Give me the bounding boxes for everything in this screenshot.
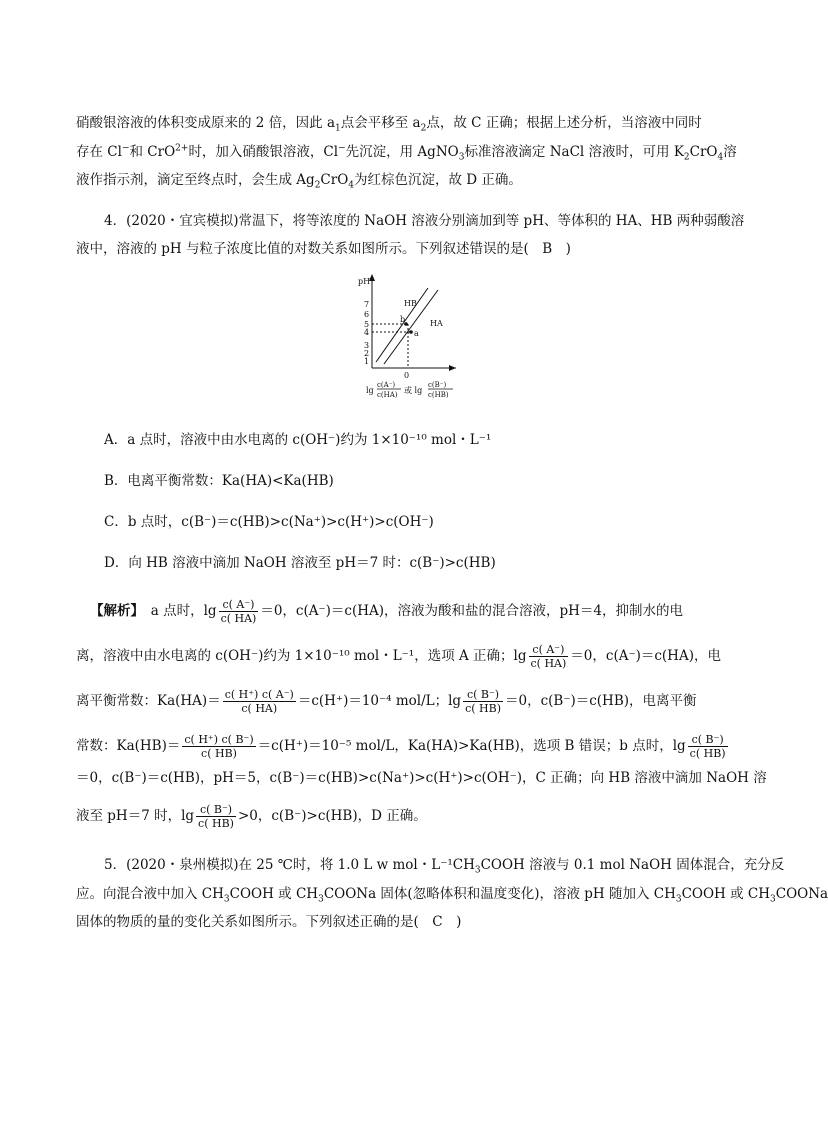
- ph-log-ratio-figure: [356, 272, 456, 408]
- point-b-label: b: [400, 315, 406, 324]
- option-b: B．电离平衡常数：Ka(HA)<Ka(HB): [104, 473, 334, 489]
- question-5-stem-cont: 固体的物质的量的变化关系如图所示。下列叙述正确的是( C ): [76, 914, 462, 930]
- hb-label: HB: [404, 299, 417, 308]
- tick-3: 3: [364, 341, 370, 350]
- x-den-2: c(HB): [428, 391, 449, 399]
- analysis-line: ＝0，c(B⁻)＝c(HB)，pH＝5，c(B⁻)＝c(HB)>c(Na⁺)>c(H⁺)>c(OH⁻)，C 正确；向 HB 溶液中滴加 NaOH 溶: [76, 770, 767, 786]
- analysis-line: 液至 pH＝7 时，lg $\frac{c( B^-)}{c( HB)}$ >0，c(B⁻)>c(HB)，D 正确。: [76, 803, 427, 830]
- x-arrow: [449, 365, 456, 371]
- analysis-line: 离，溶液中由水电离的 c(OH⁻)约为 1×10⁻¹⁰ mol・L⁻¹，选项 A 正确；lg $\frac{c( A^-)}{c( HA)}$ ＝0，c(A⁻)＝c(HA)，电: [76, 643, 721, 670]
- x-den-1: c(HA): [377, 391, 398, 399]
- question-5-stem-cont: 应。向混合液中加入 $CH_3COOH$ 或 $CH_3COONa$ 固体(忽略体积和温度变化)，溶液 pH 随加入 $CH_3COOH$ 或 $CH_3COONa$: [76, 886, 828, 905]
- analysis-line: 常数：Ka(HB)＝ $\frac{c( H^+) c( B^-)}{c( HB)}$ ＝c(H⁺)＝10⁻⁵ mol/L，Ka(HA)>Ka(HB)，选项 B 错误；b 点时，lg $\frac{c( B^-)}{c( HB)}$: [76, 733, 726, 760]
- tick-1: 1: [364, 357, 370, 366]
- x-num-1: c(A⁻): [377, 381, 396, 389]
- hb-line: [376, 288, 428, 362]
- question-4-stem-cont: 液中，溶液的 pH 与粒子浓度比值的对数关系如图所示。下列叙述错误的是( B ): [76, 241, 571, 257]
- tick-4: 4: [364, 328, 370, 337]
- x-num-2: c(B⁻): [428, 381, 447, 389]
- text-line: 存在 Cl−和 CrO$^{2+}$时，加入硝酸银溶液，Cl−先沉淀，用 AgNO$_3$标准溶液滴定 NaCl 溶液时，可用 $K_2CrO_4$溶: [76, 143, 737, 163]
- origin-label: 0: [404, 371, 410, 380]
- analysis-tag: 【解析】: [90, 603, 138, 619]
- text-line: 硝酸银溶液的体积变成原来的 2 倍，因此 $a_1$点会平移至 $a_2$点，故 C 正确；根据上述分析，当溶液中同时: [76, 115, 702, 134]
- option-d: D．向 HB 溶液中滴加 NaOH 溶液至 pH＝7 时：c(B⁻)>c(HB): [104, 555, 496, 571]
- analysis-line: 【解析】 a 点时，lg $\frac{c( A^-)}{c( HA)}$ ＝0，c(A⁻)＝c(HA)，溶液为酸和盐的混合溶液，pH＝4，抑制水的电: [90, 598, 684, 625]
- option-a: A．a 点时，溶液中由水电离的 c(OH⁻)约为 1×10⁻¹⁰ mol・L⁻¹: [104, 432, 492, 448]
- question-4-stem: 4．(2020・宜宾模拟)常温下，将等浓度的 NaOH 溶液分别滴加到等 pH、等体积的 HA、HB 两种弱酸溶: [104, 213, 745, 229]
- text-line: 液作指示剂，滴定至终点时，会生成 $Ag_2CrO_4$为红棕色沉淀，故 D 正确。: [76, 172, 522, 191]
- point-a-label: a: [414, 329, 419, 338]
- tick-2: 2: [364, 349, 370, 358]
- tick-6: 6: [364, 310, 370, 319]
- question-5-stem: 5．(2020・泉州模拟)在 25 ℃时，将 1.0 L w mol・$L^{-1}CH_3COOH$ 溶液与 0.1 mol NaOH 固体混合，充分反: [104, 857, 785, 876]
- x-mid: 或 lg: [404, 386, 423, 395]
- y-label: pH: [358, 277, 371, 286]
- tick-7: 7: [364, 300, 370, 309]
- tick-5: 5: [364, 320, 370, 329]
- option-c: C．b 点时，c(B⁻)＝c(HB)>c(Na⁺)>c(H⁺)>c(OH⁻): [104, 514, 434, 530]
- point-a: [409, 330, 413, 334]
- analysis-line: 离平衡常数：Ka(HA)＝ $\frac{c( H^+) c( A^-)}{c( HA)}$ ＝c(H⁺)＝10⁻⁴ mol/L；lg $\frac{c( B^-)}{c( HB)}$ ＝0，c(B⁻)＝c(HB)，电离平衡: [76, 688, 697, 715]
- x-label-prefix: lg: [366, 386, 374, 395]
- ha-label: HA: [430, 319, 443, 328]
